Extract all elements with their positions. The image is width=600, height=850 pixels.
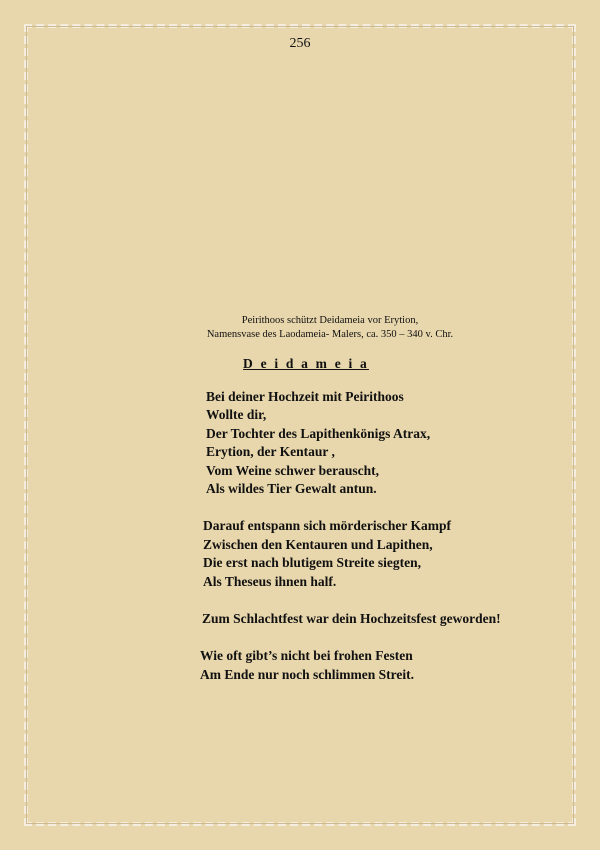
stanza [202, 517, 592, 591]
caption-line: Peirithoos schützt Deidameia vor Erytion, [241, 315, 419, 326]
caption-line: Namensvase des Laodameia- Malers, ca. 350 – 340 v. Chr. [206, 329, 454, 340]
poem-line: Wollte dir, [206, 407, 267, 423]
stanza [200, 647, 592, 684]
image-caption [190, 314, 470, 342]
poem-line: Darauf entspann sich mörderischer Kampf [203, 518, 451, 534]
poem-line: Zwischen den Kentauren und Lapithen, [203, 536, 433, 552]
poem-line: Die erst nach blutigem Streite siegten, [203, 555, 421, 571]
poem-line: Als Theseus ihnen half. [203, 573, 337, 589]
poem-line: Der Tochter des Lapithenkönigs Atrax, [206, 425, 431, 441]
poem-line: Vom Weine schwer berauscht, [206, 462, 380, 478]
poem-line: Als wildes Tier Gewalt antun. [206, 481, 377, 497]
poem-body [202, 388, 592, 703]
poem-title: D e i d a m e i a [243, 356, 369, 371]
stanza [202, 610, 592, 628]
poem-line: Zum Schlachtfest war dein Hochzeitsfest geworden! [202, 611, 501, 627]
poem-line: Bei deiner Hochzeit mit Peirithoos [206, 389, 404, 404]
poem-line: Erytion, der Kentaur , [206, 444, 335, 460]
poem-line: Am Ende nur noch schlimmen Streit. [200, 666, 415, 682]
stanza [202, 388, 592, 498]
page-number: 256 [289, 36, 311, 51]
poem-line: Wie oft gibt’s nicht bei frohen Festen [200, 648, 413, 664]
